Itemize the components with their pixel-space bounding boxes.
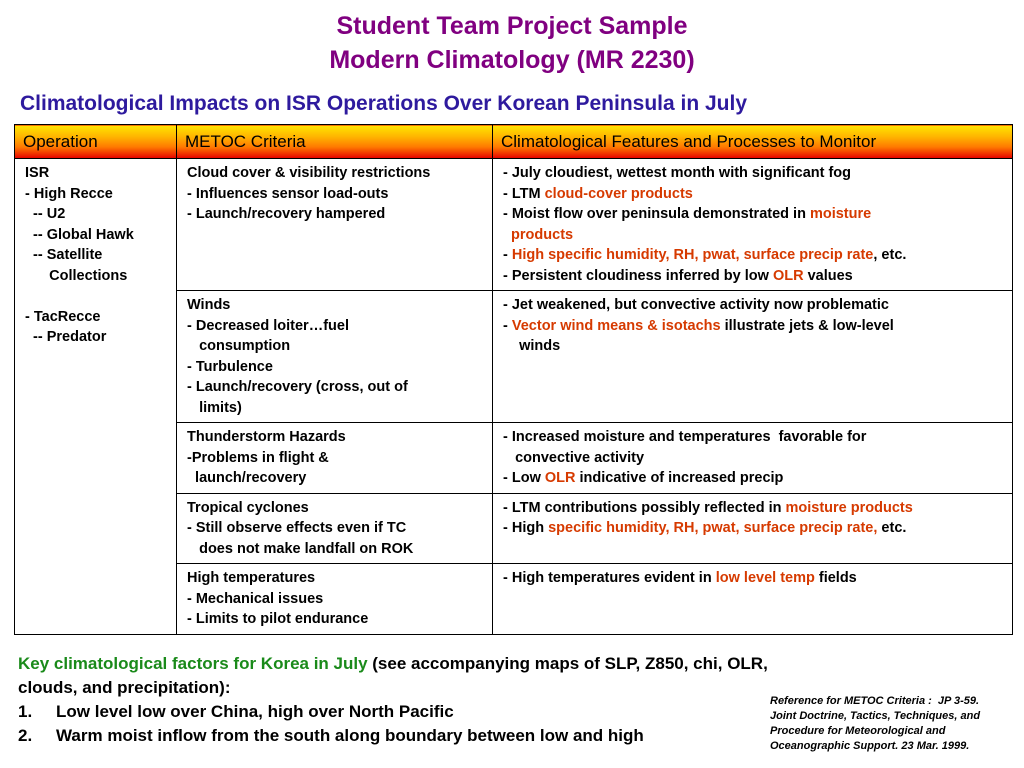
slide-title-course: Modern Climatology (MR 2230)	[329, 46, 695, 74]
cell-text: -	[503, 247, 512, 263]
criteria-line	[187, 518, 482, 539]
metoc-criteria-cell	[177, 159, 493, 291]
operation-line: - High Recce	[25, 185, 113, 202]
feature-line	[503, 498, 1002, 519]
criteria-line	[187, 295, 482, 316]
cell-text: indicative of increased precip	[575, 470, 784, 486]
feature-line	[503, 184, 1002, 205]
operation-line: -- Satellite	[25, 247, 103, 263]
header-operation: Operation	[15, 125, 177, 159]
highlighted-product-text: moisture	[809, 206, 872, 222]
feature-line	[503, 568, 1002, 589]
feature-line	[503, 468, 1002, 489]
highlighted-product-text: specific humidity, RH, pwat, surface precip rate,	[548, 520, 878, 536]
criteria-line	[187, 448, 482, 469]
cell-text: does not make landfall on ROK	[187, 540, 414, 557]
impacts-table	[14, 124, 1013, 635]
key-factor-number: 2.	[18, 726, 33, 745]
highlighted-product-text: low level temp	[715, 570, 815, 586]
cell-text: - LTM contributions possibly reflected in	[503, 499, 786, 516]
cell-text: High temperatures	[187, 570, 316, 586]
feature-line	[503, 336, 1002, 357]
cell-text: - Decreased loiter…fuel	[187, 317, 349, 334]
cell-text: Tropical cyclones	[187, 499, 309, 516]
operation-line: -- Global Hawk	[25, 226, 134, 243]
cell-text: - Mechanical issues	[187, 590, 324, 607]
reference-line: Joint Doctrine, Tactics, Techniques, and	[770, 710, 981, 722]
cell-text: - LTM	[503, 185, 545, 202]
reference-note	[770, 694, 1020, 754]
feature-line	[503, 225, 1002, 246]
cell-text: Cloud cover & visibility restrictions	[187, 165, 431, 181]
metoc-criteria-cell	[177, 291, 493, 423]
climatological-features-cell	[493, 493, 1013, 564]
feature-line	[503, 448, 1002, 469]
cell-text: - July cloudiest, wettest month with significant fog	[503, 165, 852, 181]
cell-text: - Still observe effects even if TC	[187, 520, 407, 536]
operation-line: -- U2	[25, 206, 66, 222]
operation-line: - TacRecce	[25, 308, 101, 325]
cell-text: - Launch/recovery (cross, out of	[187, 379, 408, 395]
key-factors-line2: clouds, and precipitation):	[18, 678, 231, 697]
feature-line	[503, 518, 1002, 539]
reference-line: Procedure for Meteorological and	[770, 725, 946, 737]
cell-text: -	[503, 317, 512, 334]
climatological-features-cell	[493, 423, 1013, 494]
slide-title: Student Team Project Sample	[336, 12, 688, 40]
highlighted-product-text: Vector wind means & isotachs	[511, 317, 721, 334]
key-factors-highlight: Key climatological factors for Korea in July	[18, 654, 368, 673]
slide-subtitle: Climatological Impacts on ISR Operations Over Korean Peninsula in July	[20, 92, 748, 115]
reference-line: Reference for METOC Criteria : JP 3-59.	[770, 695, 980, 707]
criteria-line	[187, 398, 482, 419]
cell-text: illustrate jets & low-level	[720, 317, 894, 334]
reference-line: Oceanographic Support. 23 Mar. 1999.	[770, 740, 970, 752]
criteria-line	[187, 427, 482, 448]
feature-line	[503, 204, 1002, 225]
header-climatological-features: Climatological Features and Processes to Monitor	[493, 125, 1013, 159]
criteria-line	[187, 357, 482, 378]
cell-text: values	[803, 267, 853, 284]
highlighted-product-text: cloud-cover products	[544, 185, 693, 202]
operation-line: -- Predator	[25, 329, 107, 345]
operation-cell	[15, 159, 177, 635]
feature-line	[503, 245, 1002, 266]
criteria-line	[187, 589, 482, 610]
highlighted-product-text: High specific humidity, RH, pwat, surface precip rate	[511, 247, 874, 263]
cell-text: launch/recovery	[187, 470, 307, 486]
key-factor-number: 1.	[18, 702, 33, 721]
highlighted-product-text: OLR	[772, 267, 804, 284]
feature-line	[503, 427, 1002, 448]
metoc-criteria-cell	[177, 493, 493, 564]
criteria-line	[187, 609, 482, 630]
cell-text: etc.	[877, 520, 907, 536]
cell-text: -Problems in flight &	[187, 449, 329, 466]
criteria-line	[187, 377, 482, 398]
criteria-line	[187, 568, 482, 589]
cell-text: - Turbulence	[187, 358, 273, 375]
criteria-line	[187, 539, 482, 560]
key-factor-text: Warm moist inflow from the south along boundary between low and high	[56, 726, 644, 745]
cell-text: - Low	[503, 470, 545, 486]
cell-text: - Influences sensor load-outs	[187, 185, 389, 202]
highlighted-product-text: moisture products	[785, 499, 913, 516]
criteria-line	[187, 184, 482, 205]
key-factor-text: Low level low over China, high over North Pacific	[56, 702, 454, 721]
cell-text: - High temperatures evident in	[503, 570, 716, 586]
header-metoc-criteria: METOC Criteria	[177, 125, 493, 159]
key-factors-lead	[18, 652, 918, 676]
cell-text: - Persistent cloudiness inferred by low	[503, 267, 773, 284]
operation-line: ISR	[25, 165, 50, 181]
key-factors-lead-rest: (see accompanying maps of SLP, Z850, chi, OLR,	[367, 654, 768, 673]
cell-text: - High	[503, 520, 549, 536]
cell-text: winds	[503, 338, 561, 354]
feature-line	[503, 266, 1002, 287]
cell-text: limits)	[187, 399, 242, 416]
cell-text: fields	[814, 570, 857, 586]
criteria-line	[187, 316, 482, 337]
criteria-line	[187, 163, 482, 184]
cell-text: , etc.	[873, 247, 907, 263]
metoc-criteria-cell	[177, 564, 493, 635]
cell-text: - Limits to pilot endurance	[187, 611, 369, 627]
highlighted-product-text: OLR	[544, 470, 576, 486]
feature-line	[503, 163, 1002, 184]
cell-text: - Jet weakened, but convective activity now problematic	[503, 297, 889, 313]
criteria-line	[187, 204, 482, 225]
table-row	[15, 159, 1013, 291]
climatological-features-cell	[493, 159, 1013, 291]
operation-line: Collections	[25, 267, 128, 284]
criteria-line	[187, 498, 482, 519]
metoc-criteria-cell	[177, 423, 493, 494]
cell-text: - Launch/recovery hampered	[187, 206, 386, 222]
cell-text: - Moist flow over peninsula demonstrated in	[503, 206, 810, 222]
cell-text: consumption	[187, 338, 291, 354]
climatological-features-cell	[493, 291, 1013, 423]
cell-text: Thunderstorm Hazards	[187, 429, 346, 445]
operation-line	[25, 286, 166, 307]
criteria-line	[187, 468, 482, 489]
highlighted-product-text: products	[503, 226, 574, 243]
feature-line	[503, 316, 1002, 337]
feature-line	[503, 295, 1002, 316]
cell-text: Winds	[187, 297, 231, 313]
cell-text: convective activity	[503, 449, 645, 466]
cell-text: - Increased moisture and temperatures favorable for	[503, 429, 867, 445]
climatological-features-cell	[493, 564, 1013, 635]
table-header-row	[15, 125, 1013, 159]
criteria-line	[187, 336, 482, 357]
